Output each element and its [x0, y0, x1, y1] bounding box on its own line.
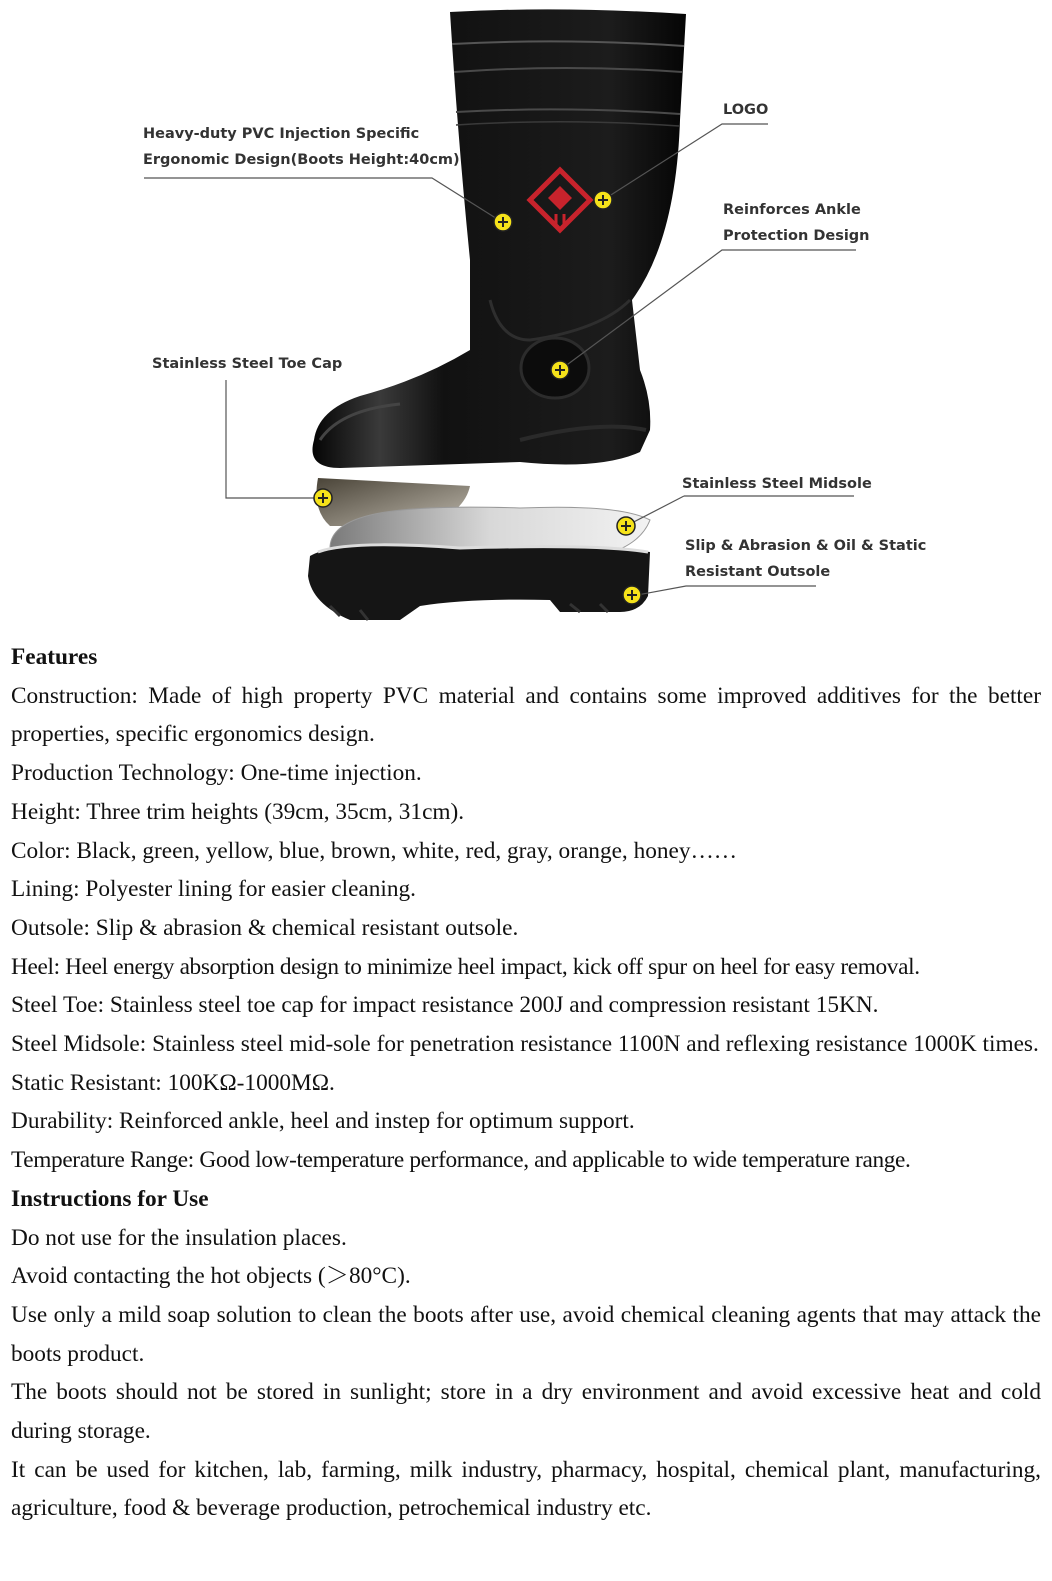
feature-item: Heel: Heel energy absorption design to minimize heel impact, kick off spur on heel for easy removal.: [11, 953, 920, 980]
feature-item: Production Technology: One-time injection.: [11, 760, 422, 787]
callout-ankle-line2: Protection Design: [723, 228, 870, 244]
feature-item: Static Resistant: 100KΩ-1000MΩ.: [11, 1069, 335, 1096]
features-heading: Features: [11, 644, 98, 670]
callout-midsole: Stainless Steel Midsole: [682, 476, 872, 492]
feature-item: Color: Black, green, yellow, blue, brown, white, red, gray, orange, honey……: [11, 837, 738, 864]
callout-pvc-line2: Ergonomic Design(Boots Height:40cm): [143, 152, 460, 168]
instruction-item: Avoid contacting the hot objects (＞80°C).: [11, 1263, 411, 1290]
feature-item: Lining: Polyester lining for easier cleaning.: [11, 876, 416, 903]
instruction-item: The boots should not be stored in sunlight; store in a dry environment and avoid excessive heat and cold during storage.: [11, 1379, 1041, 1445]
feature-item: Outsole: Slip & abrasion & chemical resistant outsole.: [11, 914, 519, 941]
callout-ankle: [723, 197, 870, 249]
callout-pvc-line1: Heavy-duty PVC Injection Specific: [143, 126, 420, 142]
instruction-item: It can be used for kitchen, lab, farming, milk industry, pharmacy, hospital, chemical plant, manufacturing, agriculture, food & beverage production, petrochemical industry etc.: [11, 1456, 1041, 1522]
feature-item: Height: Three trim heights (39cm, 35cm, 31cm).: [11, 798, 465, 825]
feature-item: Steel Toe: Stainless steel toe cap for impact resistance 200J and compression resistant 15KN.: [11, 992, 879, 1019]
feature-item: Temperature Range: Good low-temperature performance, and applicable to wide temperature range.: [11, 1147, 911, 1174]
outsole: [308, 544, 650, 620]
callout-outsole-line2: Resistant Outsole: [685, 564, 831, 580]
instruction-item: Use only a mild soap solution to clean the boots after use, avoid chemical cleaning agents that may attack the boots product.: [11, 1301, 1041, 1367]
callout-outsole-line1: Slip & Abrasion & Oil & Static: [685, 538, 927, 554]
callout-outsole: [685, 533, 926, 585]
callout-logo: LOGO: [723, 102, 769, 118]
feature-item: Durability: Reinforced ankle, heel and instep for optimum support.: [11, 1108, 635, 1135]
callout-ankle-line1: Reinforces Ankle: [723, 202, 861, 218]
callout-pvc: [143, 121, 460, 173]
instruction-item: Do not use for the insulation places.: [11, 1224, 347, 1251]
spec-text: [11, 638, 1041, 1528]
instructions-heading: Instructions for Use: [11, 1185, 209, 1212]
feature-item: Steel Midsole: Stainless steel mid-sole for penetration resistance 1100N and reflexing resistance 1000K times.: [11, 1031, 1039, 1058]
boot-shaft: [312, 9, 686, 468]
callout-toecap: Stainless Steel Toe Cap: [152, 356, 343, 372]
feature-item: Construction: Made of high property PVC material and contains some improved additives for the better properties, specific ergonomics design.: [11, 682, 1041, 748]
boot-diagram: [0, 0, 1052, 640]
